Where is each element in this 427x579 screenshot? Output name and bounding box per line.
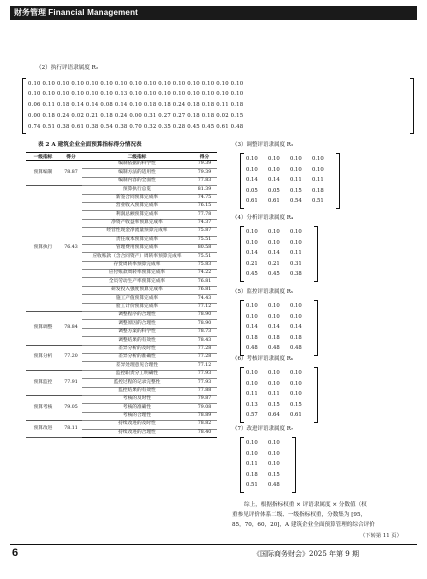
matrix-cell: 0.48	[246, 345, 258, 351]
table-row	[26, 395, 217, 403]
table-header: 得分	[192, 153, 217, 161]
level2-score: 79.08	[192, 404, 217, 412]
matrix-row	[246, 188, 334, 194]
matrix-cell: 0.10	[246, 156, 258, 162]
level2-indicator: 监控过程的记录完整性	[82, 379, 192, 387]
r3-title: （3）调整评语隶属度 R₃	[232, 142, 294, 148]
level2-indicator: 经营性现金净流量预算完成率	[82, 228, 192, 236]
level2-indicator: 存货周转率预算完成率	[82, 261, 192, 269]
level2-score: 77.88	[192, 387, 217, 395]
level2-indicator: 编制依据的科学性	[82, 161, 192, 169]
matrix-cell: 0.11	[246, 391, 258, 397]
level2-score: 79.39	[192, 161, 217, 169]
level2-indicator: 差异分析的及时性	[82, 345, 192, 353]
table-caption: 表 2 A 建筑企业全面预算指标得分情况表	[38, 142, 142, 148]
conclusion-line: 综上，根据指标权重 × 评语隶属度 × 分数值（权	[244, 502, 367, 508]
matrix-row	[246, 370, 312, 376]
table-row	[26, 186, 217, 194]
matrix-cell: 0.15	[290, 187, 302, 194]
matrix-cell: 0.10	[268, 313, 280, 320]
matrix-cell: 0.18	[290, 334, 302, 341]
matrix-row	[246, 345, 312, 351]
matrix-cell: 0.21	[268, 260, 280, 267]
matrix-cell: 0.10	[246, 313, 258, 320]
level2-indicator: 预算执行总览	[82, 186, 192, 194]
matrix-cell: 0.10	[268, 380, 280, 387]
matrix-cell: 0.10	[246, 303, 258, 309]
r6-title: （6）考核评语隶属度 R₆	[232, 356, 294, 362]
matrix-row	[246, 303, 312, 309]
matrix-cell: 0.57	[246, 412, 258, 418]
matrix-cell: 0.48	[268, 345, 280, 351]
matrix-row	[246, 335, 312, 341]
level2-indicator: 调整原因的合理性	[82, 320, 192, 328]
matrix-row	[246, 381, 312, 387]
matrix-cell: 0.10	[246, 239, 258, 246]
matrix-row	[246, 261, 312, 267]
level2-score: 74.37	[192, 219, 217, 227]
r4-matrix	[240, 226, 318, 281]
matrix-cell: 0.45	[246, 271, 258, 277]
matrix-bracket-left	[240, 300, 244, 356]
matrix-bracket-left	[240, 367, 244, 423]
matrix-cell: 0.10	[290, 166, 302, 173]
r5-title: （5）监控评语隶属度 R₅	[232, 289, 294, 295]
matrix-bracket-right	[314, 367, 318, 423]
matrix-cell: 0.48	[268, 482, 280, 488]
header-en: Financial Management	[48, 8, 139, 17]
table-header: 二级指标	[82, 153, 192, 161]
matrix-cell: 0.10	[290, 391, 302, 397]
header-cn: 财务管理	[14, 8, 46, 17]
matrix-cell: 0.10	[268, 440, 280, 446]
level2-score: 77.12	[192, 362, 217, 370]
r3-matrix	[240, 153, 340, 208]
level2-score: 76.15	[192, 202, 217, 210]
matrix-cell: 0.10	[268, 303, 280, 309]
page-header-bar	[10, 6, 417, 20]
level2-score: 78.82	[192, 421, 217, 429]
matrix-bracket-right	[314, 300, 318, 356]
matrix-bracket-left	[240, 437, 244, 493]
level1-indicator: 预算编制	[26, 161, 60, 186]
matrix-cell: 0.18	[246, 334, 258, 341]
matrix-row	[246, 461, 290, 467]
level2-indicator: 考核的准确性	[82, 404, 192, 412]
level2-indicator: 考核的合理性	[82, 412, 192, 420]
r6-matrix	[240, 367, 318, 422]
level2-indicator: 差异处理意见合理性	[82, 362, 192, 370]
page-number: 6	[12, 547, 19, 559]
level2-indicator: 新签合同预算完成率	[82, 194, 192, 202]
r4-title: （4）分析评语隶属度 R₄	[232, 215, 294, 221]
matrix-cell: 0.10	[290, 313, 302, 320]
r2-row: 0.10 0.10 0.10 0.10 0.10 0.10 0.13 0.10 0.10 0.10 0.10 0.10 0.10 0.10 0.10	[28, 91, 244, 97]
matrix-row	[246, 198, 334, 204]
level2-indicator: 监控结果的有效性	[82, 387, 192, 395]
level2-score: 81.39	[192, 186, 217, 194]
r2-row: 0.10 0.10 0.10 0.10 0.10 0.10 0.10 0.10 0.10 0.10 0.10 0.10 0.10 0.10 0.10	[28, 81, 244, 87]
matrix-cell: 0.10	[312, 166, 324, 173]
table-row	[26, 312, 217, 320]
level2-score: 77.83	[192, 177, 217, 185]
matrix-row	[246, 240, 312, 246]
matrix-cell: 0.10	[268, 156, 280, 162]
matrix-cell: 0.61	[290, 412, 302, 418]
matrix-cell: 0.51	[312, 198, 324, 204]
conclusion-line: 85，70，60，20]，A 建筑企业全面预算管理的综合评价	[232, 522, 375, 528]
level1-indicator: 预算改进	[26, 421, 60, 438]
matrix-row	[246, 229, 312, 235]
matrix-cell: 0.11	[246, 461, 258, 467]
matrix-row	[246, 482, 290, 488]
matrix-row	[246, 250, 312, 256]
level2-score: 78.73	[192, 328, 217, 336]
matrix-cell: 0.10	[246, 166, 258, 173]
level2-score: 78.90	[192, 320, 217, 328]
matrix-cell: 0.21	[246, 260, 258, 267]
level2-indicator: 调整程序的合理性	[82, 312, 192, 320]
matrix-cell: 0.14	[246, 324, 258, 330]
r2-row: 0.00 0.18 0.24 0.02 0.21 0.18 0.24 0.00 0.31 0.27 0.27 0.18 0.18 0.02 0.15	[28, 113, 244, 119]
matrix-bracket-right	[314, 226, 318, 282]
matrix-cell: 0.10	[246, 450, 258, 457]
level2-score: 75.51	[192, 236, 217, 244]
r5-matrix	[240, 300, 318, 355]
matrix-row	[246, 412, 312, 418]
matrix-row	[246, 440, 290, 446]
level2-indicator: 编制方法的适用性	[82, 169, 192, 177]
level2-score: 80.58	[192, 244, 217, 252]
level2-score: 74.43	[192, 295, 217, 303]
level2-score: 77.93	[192, 370, 217, 378]
level2-indicator: 应付账款周转率预算完成率	[82, 270, 192, 278]
level2-indicator: 持续改进的及时性	[82, 421, 192, 429]
matrix-cell: 0.18	[268, 334, 280, 341]
matrix-row	[246, 391, 312, 397]
matrix-cell: 0.05	[268, 187, 280, 194]
matrix-cell: 0.11	[268, 391, 280, 397]
matrix-cell: 0.10	[290, 370, 302, 376]
matrix-row	[246, 324, 312, 330]
level2-score: 79.39	[192, 169, 217, 177]
level2-indicator: 编制内容的全面性	[82, 177, 192, 185]
matrix-cell: 0.10	[246, 380, 258, 387]
level1-indicator: 预算调整	[26, 312, 60, 346]
matrix-cell: 0.10	[312, 156, 324, 162]
matrix-cell: 0.10	[290, 380, 302, 387]
matrix-cell: 0.31	[290, 260, 302, 267]
r2-row: 0.74 0.51 0.38 0.61 0.38 0.54 0.38 0.70 0.32 0.35 0.28 0.45 0.45 0.61 0.48	[28, 124, 244, 130]
level2-score: 74.22	[192, 270, 217, 278]
table-header: 一级指标	[26, 153, 60, 161]
matrix-cell: 0.61	[246, 198, 258, 204]
matrix-cell: 0.14	[268, 177, 280, 183]
matrix-cell: 0.15	[268, 471, 280, 478]
r2-title: （2）执行评语隶属度 R₂	[36, 65, 99, 71]
level2-score: 76.81	[192, 286, 217, 294]
matrix-row	[246, 402, 312, 408]
level2-indicator: 施工产值预算完成率	[82, 295, 192, 303]
matrix-cell: 0.14	[268, 250, 280, 256]
matrix-cell: 0.51	[246, 482, 258, 488]
level2-indicator: 应收账款（含合同资产）周转率预算完成率	[82, 253, 192, 261]
table-row	[26, 370, 217, 378]
level2-indicator: 验工计价预算完成率	[82, 303, 192, 311]
level1-score: 77.91	[60, 370, 82, 395]
matrix-cell: 0.10	[290, 229, 302, 235]
matrix-row	[246, 314, 312, 320]
matrix-cell: 0.10	[268, 370, 280, 376]
level1-score: 76.43	[60, 186, 82, 312]
matrix-cell: 0.15	[290, 401, 302, 408]
level2-indicator: 考核的及时性	[82, 395, 192, 403]
matrix-row	[246, 472, 290, 478]
level1-indicator: 预算考核	[26, 395, 60, 420]
level2-indicator: 营业收入预算完成率	[82, 202, 192, 210]
matrix-row	[246, 167, 334, 173]
matrix-cell: 0.10	[290, 239, 302, 246]
matrix-cell: 0.05	[246, 187, 258, 194]
r2-row: 0.06 0.11 0.18 0.14 0.14 0.08 0.14 0.10 0.18 0.18 0.24 0.18 0.18 0.11 0.18	[28, 102, 244, 108]
matrix-cell: 0.14	[246, 177, 258, 183]
footer-rule	[10, 544, 417, 545]
level2-score: 79.87	[192, 395, 217, 403]
matrix-cell: 0.10	[268, 239, 280, 246]
level1-score: 78.11	[60, 421, 82, 438]
level2-indicator: 调整结果的有效性	[82, 337, 192, 345]
level2-indicator: 调整方案的科学性	[82, 328, 192, 336]
matrix-row	[246, 271, 312, 277]
continued-note: （下转第 11 页）	[360, 533, 402, 539]
conclusion-line: 重参见评价体系二级、一级指标权重，分数集为 [95，	[232, 512, 367, 518]
score-table	[26, 152, 217, 438]
matrix-cell: 0.54	[290, 198, 302, 204]
table-row	[26, 345, 217, 353]
matrix-cell: 0.15	[268, 401, 280, 408]
matrix-cell: 0.14	[246, 250, 258, 256]
level2-indicator: 责任成本预算完成率	[82, 236, 192, 244]
level2-score: 76.81	[192, 278, 217, 286]
level1-score: 79.05	[60, 395, 82, 420]
level2-indicator: 监控职责分工明确性	[82, 370, 192, 378]
level2-score: 78.89	[192, 412, 217, 420]
matrix-bracket-left	[240, 226, 244, 282]
matrix-cell: 0.10	[246, 440, 258, 446]
matrix-row	[246, 177, 334, 183]
level2-score: 77.28	[192, 353, 217, 361]
matrix-cell: 0.11	[290, 250, 302, 256]
level2-score: 77.28	[192, 345, 217, 353]
level2-score: 74.75	[192, 194, 217, 202]
r7-matrix	[240, 437, 296, 492]
level1-indicator: 预算分析	[26, 345, 60, 370]
matrix-row	[246, 451, 290, 457]
level1-score: 77.20	[60, 345, 82, 370]
r2-matrix	[22, 78, 414, 134]
level1-indicator: 预算监控	[26, 370, 60, 395]
matrix-bracket-right	[292, 437, 296, 493]
matrix-cell: 0.14	[290, 324, 302, 330]
level2-indicator: 利润总额预算完成率	[82, 211, 192, 219]
matrix-cell: 0.45	[268, 271, 280, 277]
journal-name: 《国际商务财会》2025 年第 9 期	[253, 550, 359, 558]
level1-score: 78.84	[60, 312, 82, 346]
matrix-cell: 0.10	[268, 229, 280, 235]
level2-score: 78.43	[192, 337, 217, 345]
matrix-cell: 0.10	[246, 370, 258, 376]
matrix-cell: 0.13	[246, 401, 258, 408]
level2-indicator: 研发投入强度预算完成率	[82, 286, 192, 294]
level2-score: 75.83	[192, 261, 217, 269]
matrix-cell: 0.10	[290, 303, 302, 309]
level2-score: 78.40	[192, 429, 217, 437]
matrix-cell: 0.11	[312, 177, 324, 183]
matrix-cell: 0.64	[268, 412, 280, 418]
table-row	[26, 161, 217, 169]
matrix-cell: 0.18	[312, 187, 324, 194]
matrix-cell: 0.61	[268, 198, 280, 204]
matrix-bracket-right	[336, 153, 340, 209]
table-row	[26, 421, 217, 429]
matrix-cell: 0.10	[268, 166, 280, 173]
matrix-cell: 0.48	[290, 345, 302, 351]
level2-indicator: 净资产收益率预算完成率	[82, 219, 192, 227]
matrix-cell: 0.38	[290, 271, 302, 277]
matrix-cell: 0.10	[268, 450, 280, 457]
matrix-row	[246, 156, 334, 162]
level2-score: 77.93	[192, 379, 217, 387]
level2-score: 78.90	[192, 312, 217, 320]
table-header: 得分	[60, 153, 82, 161]
level1-score: 78.87	[60, 161, 82, 186]
matrix-bracket-left	[240, 153, 244, 209]
level2-score: 77.78	[192, 211, 217, 219]
matrix-cell: 0.10	[268, 461, 280, 467]
matrix-cell: 0.10	[246, 229, 258, 235]
level2-indicator: 管理费用预算完成率	[82, 244, 192, 252]
matrix-cell: 0.14	[268, 324, 280, 330]
level2-score: 75.87	[192, 228, 217, 236]
level2-indicator: 全员劳动生产率预算完成率	[82, 278, 192, 286]
level2-indicator: 差异分析的准确性	[82, 353, 192, 361]
r7-title: （7）改进评语隶属度 R₇	[232, 426, 294, 432]
level2-score: 77.12	[192, 303, 217, 311]
matrix-cell: 0.18	[246, 471, 258, 478]
level2-indicator: 持续改进的合理性	[82, 429, 192, 437]
matrix-cell: 0.11	[290, 177, 302, 183]
level2-score: 75.51	[192, 253, 217, 261]
level1-indicator: 预算执行	[26, 186, 60, 312]
matrix-cell: 0.10	[290, 156, 302, 162]
